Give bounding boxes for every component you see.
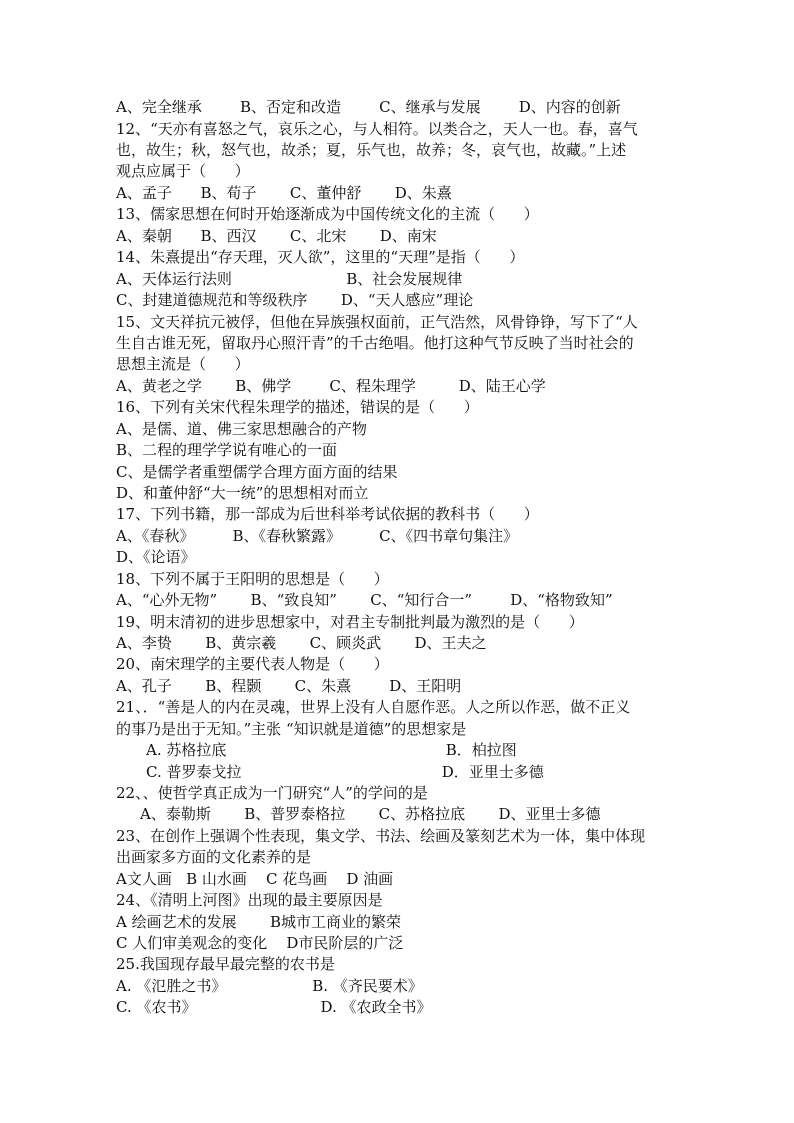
q23-options: A文人画 B 山水画 C 花鸟画 D 油画 bbox=[116, 870, 394, 888]
q23-stem: 出画家多方面的文化素养的是 bbox=[116, 848, 312, 866]
q13-options: A、秦朝 B、西汉 C、北宋 D、南宋 bbox=[116, 227, 437, 245]
q15-stem: 15、文天祥抗元被俘，但他在异族强权面前，正气浩然，风骨铮铮，写下了“人 bbox=[116, 313, 638, 331]
q16-option-b: B、二程的理学学说有唯心的一面 bbox=[116, 441, 338, 459]
q21-stem: 21、．“善是人的内在灵魂，世界上没有人自愿作恶。人之所以作恶，做不正义 bbox=[116, 698, 631, 716]
q11-options: A、完全继承 B、否定和改造 C、继承与发展 D、内容的创新 bbox=[116, 98, 621, 116]
q22-options: A、泰勒斯 B、普罗泰格拉 C、苏格拉底 D、亚里士多德 bbox=[140, 805, 601, 823]
q16-option-a: A、是儒、道、佛三家思想融合的产物 bbox=[116, 420, 367, 438]
q13-stem: 13、儒家思想在何时开始逐渐成为中国传统文化的主流（ ） bbox=[116, 205, 539, 223]
q18-stem: 18、下列不属于王阳明的思想是（ ） bbox=[116, 570, 389, 588]
q24-stem: 24、《清明上河图》出现的最主要原因是 bbox=[116, 891, 383, 909]
q21-stem: 的事乃是出于无知。”主张 “知识就是道德”的思想家是 bbox=[116, 720, 467, 738]
q15-options: A、黄老之学 B、佛学 C、程朱理学 D、陆王心学 bbox=[116, 377, 546, 395]
q24-options: A 绘画艺术的发展 B城市工商业的繁荣 bbox=[116, 913, 402, 931]
q20-options: A、孔子 B、程颢 C、朱熹 D、王阳明 bbox=[116, 677, 462, 695]
q25-options: C. 《农书》 D. 《农政全书》 bbox=[116, 998, 432, 1016]
q12-stem: 也，故生；秋，怒气也，故杀；夏，乐气也，故养；冬，哀气也，故藏。”上述 bbox=[116, 141, 627, 159]
q15-stem: 生自古谁无死，留取丹心照汗青”的千古绝唱。他打这种气节反映了当时社会的 bbox=[116, 334, 634, 352]
q14-options: C、封建道德规范和等级秩序 D、“天人感应”理论 bbox=[116, 291, 474, 309]
q20-stem: 20、南宋理学的主要代表人物是（ ） bbox=[116, 655, 389, 673]
q25-stem: 25.我国现存最早最完整的农书是 bbox=[116, 955, 335, 973]
q12-stem: 观点应属于（ ） bbox=[116, 162, 250, 180]
q14-stem: 14、朱熹提出“存天理，灭人欲”，这里的“天理”是指（ ） bbox=[116, 248, 525, 266]
q21-options: C. 普罗泰戈拉 D．亚里士多德 bbox=[146, 763, 544, 781]
q17-options: A、《春秋》 B、《春秋繁露》 C、《四书章句集注》 bbox=[116, 527, 519, 545]
q16-option-c: C、是儒学者重塑儒学合理方面方面的结果 bbox=[116, 463, 398, 481]
q19-options: A、李贽 B、黄宗羲 C、顾炎武 D、王夫之 bbox=[116, 634, 487, 652]
q12-stem: 12、“天亦有喜怒之气，哀乐之心，与人相符。以类合之，天人一也。春，喜气 bbox=[116, 120, 638, 138]
q24-options: C 人们审美观念的变化 D市民阶层的广泛 bbox=[116, 934, 404, 952]
q22-stem: 22、、使哲学真正成为一门研究“人”的学问的是 bbox=[116, 784, 428, 802]
q19-stem: 19、明末清初的进步思想家中，对君主专制批判最为激烈的是（ ） bbox=[116, 613, 584, 631]
q25-options: A. 《氾胜之书》 B. 《齐民要术》 bbox=[116, 977, 423, 995]
q16-stem: 16、下列有关宋代程朱理学的描述，错误的是（ ） bbox=[116, 398, 479, 416]
q23-stem: 23、在创作上强调个性表现，集文学、书法、绘画及篆刻艺术为一体，集中体现 bbox=[116, 827, 646, 845]
q12-options: A、孟子 B、荀子 C、董仲舒 D、朱熹 bbox=[116, 184, 452, 202]
q15-stem: 思想主流是（ ） bbox=[116, 355, 250, 373]
q17-stem: 17、下列书籍，那一部成为后世科举考试依据的教科书（ ） bbox=[116, 505, 539, 523]
q18-options: A、“心外无物” B、“致良知” C、“知行合一” D、“格物致知” bbox=[116, 591, 613, 609]
q17-option-d: D、《论语》 bbox=[116, 548, 196, 566]
q21-options: A. 苏格拉底 B．柏拉图 bbox=[146, 741, 517, 759]
q16-option-d: D、和董仲舒“大一统”的思想相对而立 bbox=[116, 484, 369, 502]
q14-options: A、天体运行法则 B、社会发展规律 bbox=[116, 270, 463, 288]
